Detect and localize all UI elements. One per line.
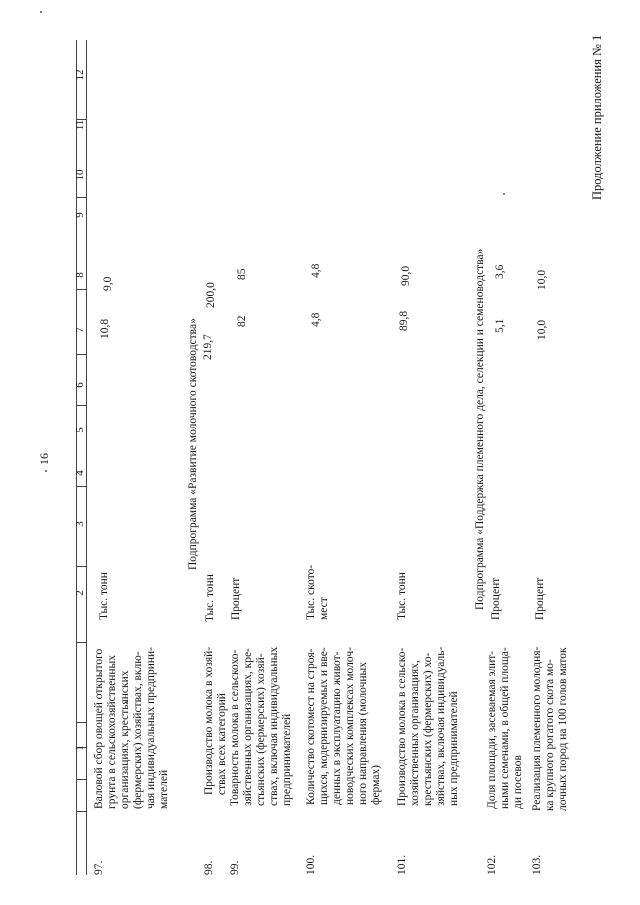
row-100-name: Количество скотомест на строя- щихся, модернизируемых и вве- денных в эксплуатацию живот- новодческих комплексах молоч- ного направления (молочных фермах) xyxy=(305,647,382,805)
col-divider-11 xyxy=(76,197,86,198)
row-100-unit: Тыс. ското- мест xyxy=(305,564,330,620)
subprogram-dairy-heading: Подпрограмма «Развитие молочного скотоводства» xyxy=(187,318,199,570)
col-header-7: 7 xyxy=(74,327,86,333)
row-101-number: 101. xyxy=(396,854,408,875)
row-97-col7-value: 10,8 xyxy=(99,318,111,339)
row-99-col8-value: 85 xyxy=(236,268,248,280)
row-99-name: Товарность молока в сельскохо- зяйственных организациях, кре- стьянских (фермерских) хозяй- ствах, включая индивидуальных предпринимателей xyxy=(229,646,293,806)
row-98-unit: Тыс. тонн xyxy=(204,574,216,622)
col-header-3: 3 xyxy=(74,521,86,527)
col-header-4: 4 xyxy=(74,470,86,476)
row-99-number: 99. xyxy=(229,860,241,875)
col-header-6: 6 xyxy=(74,382,86,388)
row-99-unit: Процент xyxy=(230,577,242,620)
row-97-number: 97. xyxy=(93,860,105,875)
col-divider-8 xyxy=(76,405,86,406)
col-divider-5 xyxy=(76,642,86,643)
col-header-1: 1 xyxy=(74,745,86,751)
row-99-col7-value: 82 xyxy=(236,315,248,327)
table-header-bottom-border xyxy=(86,40,87,875)
row-103-col8-value: 10,0 xyxy=(536,269,548,290)
col-divider-7 xyxy=(76,486,86,487)
row-103-name: Реализация племенного молодня- ка крупного рогатого скота мо- лочных пород на 100 голов маток xyxy=(531,646,569,811)
col-header-2: 2 xyxy=(74,590,86,596)
col-divider-6 xyxy=(76,566,86,567)
row-98-number: 98. xyxy=(203,860,215,875)
row-102-unit: Процент xyxy=(490,577,502,620)
row-98-name: Производство молока в хозяй- ствах всех категорий xyxy=(203,646,228,795)
col-header-10: 10 xyxy=(74,169,86,181)
row-101-unit: Тыс. тонн xyxy=(396,572,408,620)
col-header-8: 8 xyxy=(74,272,86,278)
row-97-col8-value: 9,0 xyxy=(102,276,114,291)
col-divider-9 xyxy=(76,354,86,355)
row-103-unit: Процент xyxy=(534,577,546,620)
row-101-name: Производство молока в сельско- хозяйственных организациях, крестьянских (фермерских) хо- зяйствах, включая индивидуаль- ных предпринимателей xyxy=(396,646,460,806)
row-100-col8-value: 4,8 xyxy=(310,263,322,278)
col-header-5: 5 xyxy=(74,427,86,433)
col-header-9: 9 xyxy=(74,212,86,218)
row-101-col7-value: 89,8 xyxy=(398,310,410,331)
row-101-col8-value: 90,0 xyxy=(400,265,412,286)
row-103-number: 103. xyxy=(531,854,543,875)
row-97-name: Валовой сбор овощей открытого грунта в сельскохозяйственных организациях, крестьянских (фермерских) хозяйствах, вклю- чая индивидуальных предприни- мателей xyxy=(93,647,170,809)
row-97-unit: Тыс. тонн xyxy=(98,572,110,620)
row-100-col7-value: 4,8 xyxy=(310,312,322,327)
col-divider-2 xyxy=(76,779,86,780)
row-102-name: Доля площади, засеваемая элит- ными семенами, в общей площа- ди посевов xyxy=(486,647,524,809)
page-number: 16 xyxy=(37,453,51,465)
col-divider-1 xyxy=(76,811,86,812)
row-98-col8-value: 200,0 xyxy=(205,282,217,308)
row-102-col7-value: 5,1 xyxy=(494,318,506,333)
row-100-number: 100. xyxy=(305,854,317,875)
subprogram-breeding-heading: Подпрограмма «Поддержка племенного дела, селекции и семеноводства» xyxy=(474,248,486,610)
row-102-number: 102. xyxy=(486,854,498,875)
col-header-12: 12 xyxy=(74,69,86,81)
row-98-col7-value: 219,7 xyxy=(202,334,214,360)
continuation-note: Продолжение приложения № 1 xyxy=(590,34,604,200)
col-divider-4 xyxy=(76,722,86,723)
row-103-col7-value: 10,0 xyxy=(536,319,548,340)
col-divider-10 xyxy=(76,289,86,290)
row-102-col8-value: 3,6 xyxy=(494,264,506,279)
col-header-11: 11 xyxy=(74,119,86,131)
